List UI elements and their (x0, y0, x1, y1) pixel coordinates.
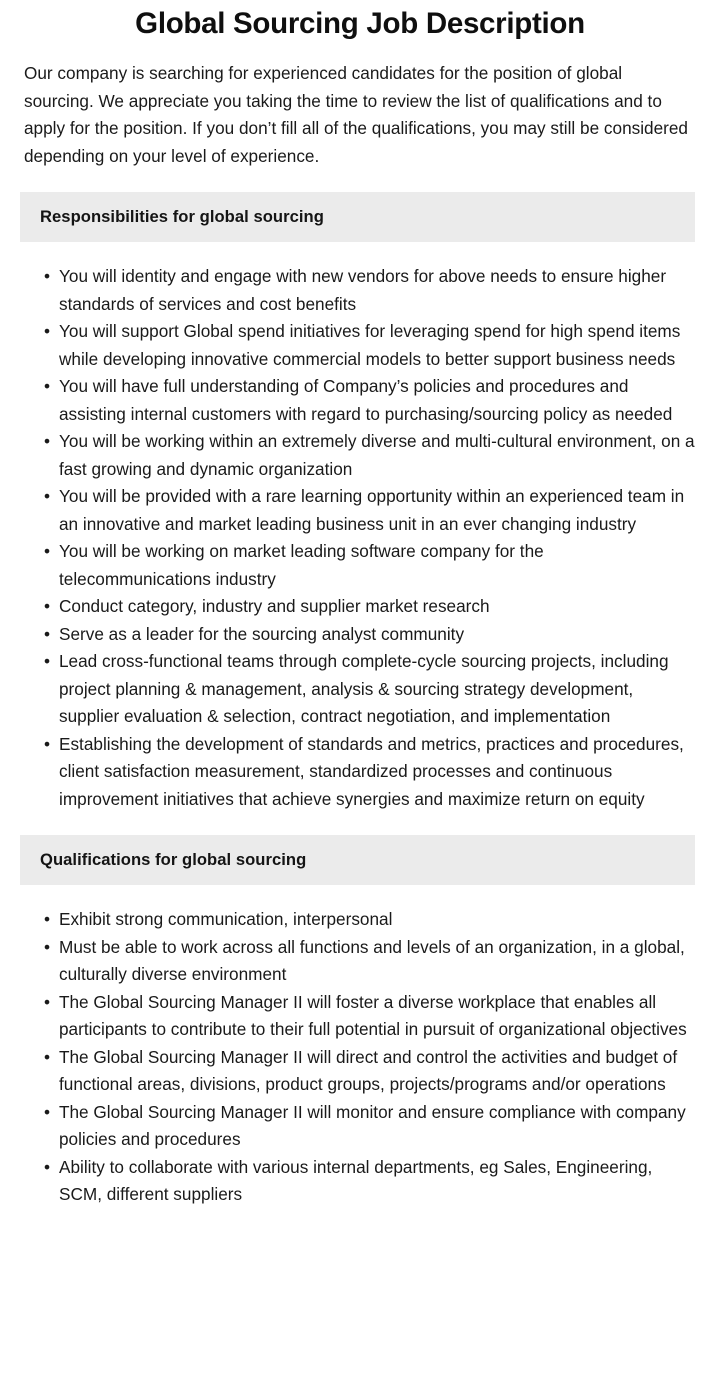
section-qualifications (0, 835, 720, 1209)
list-item: • Exhibit strong communication, interpersonal (59, 906, 695, 934)
list-item: • Lead cross-functional teams through complete-cycle sourcing projects, including project planning & management, analysis & sourcing strategy development, supplier evaluation & selection, contract negotiation, and implementation (59, 648, 695, 731)
section-responsibilities (0, 192, 720, 813)
intro-paragraph: Our company is searching for experienced candidates for the position of global sourcing. We appreciate you taking the time to review the list of qualifications and to apply for the position. If you don’t fill all of the qualifications, you may still be considered depending on your level of experience. (24, 63, 688, 166)
section-header-qualifications: Qualifications for global sourcing (20, 835, 695, 885)
page-title: Global Sourcing Job Description (135, 7, 585, 40)
list-item: • Conduct category, industry and supplier market research (59, 593, 695, 621)
list-item: • You will be provided with a rare learning opportunity within an experienced team in an innovative and market leading business unit in an ever changing industry (59, 483, 695, 538)
list-item: • You will be working on market leading software company for the telecommunications industry (59, 538, 695, 593)
list-item: • You will have full understanding of Company’s policies and procedures and assisting internal customers with regard to purchasing/sourcing policy as needed (59, 373, 695, 428)
list-item: • Serve as a leader for the sourcing analyst community (59, 621, 695, 649)
section-header-responsibilities: Responsibilities for global sourcing (20, 192, 695, 242)
list-item: • The Global Sourcing Manager II will monitor and ensure compliance with company policies and procedures (59, 1099, 695, 1154)
list-item: • You will identity and engage with new vendors for above needs to ensure higher standards of services and cost benefits (59, 263, 695, 318)
list-item: • Must be able to work across all functions and levels of an organization, in a global, culturally diverse environment (59, 934, 695, 989)
qualifications-list (0, 885, 720, 1209)
list-item: • The Global Sourcing Manager II will foster a diverse workplace that enables all participants to contribute to their full potential in pursuit of organizational objectives (59, 989, 695, 1044)
list-item: • Establishing the development of standards and metrics, practices and procedures, client satisfaction measurement, standardized processes and continuous improvement initiatives that achieve synergies and maximize return on equity (59, 731, 695, 814)
list-item: • Ability to collaborate with various internal departments, eg Sales, Engineering, SCM, different suppliers (59, 1154, 695, 1209)
list-item: • You will support Global spend initiatives for leveraging spend for high spend items while developing innovative commercial models to better support business needs (59, 318, 695, 373)
list-item: • You will be working within an extremely diverse and multi-cultural environment, on a fast growing and dynamic organization (59, 428, 695, 483)
list-item: • The Global Sourcing Manager II will direct and control the activities and budget of functional areas, divisions, product groups, projects/programs and/or operations (59, 1044, 695, 1099)
responsibilities-list (0, 242, 720, 813)
